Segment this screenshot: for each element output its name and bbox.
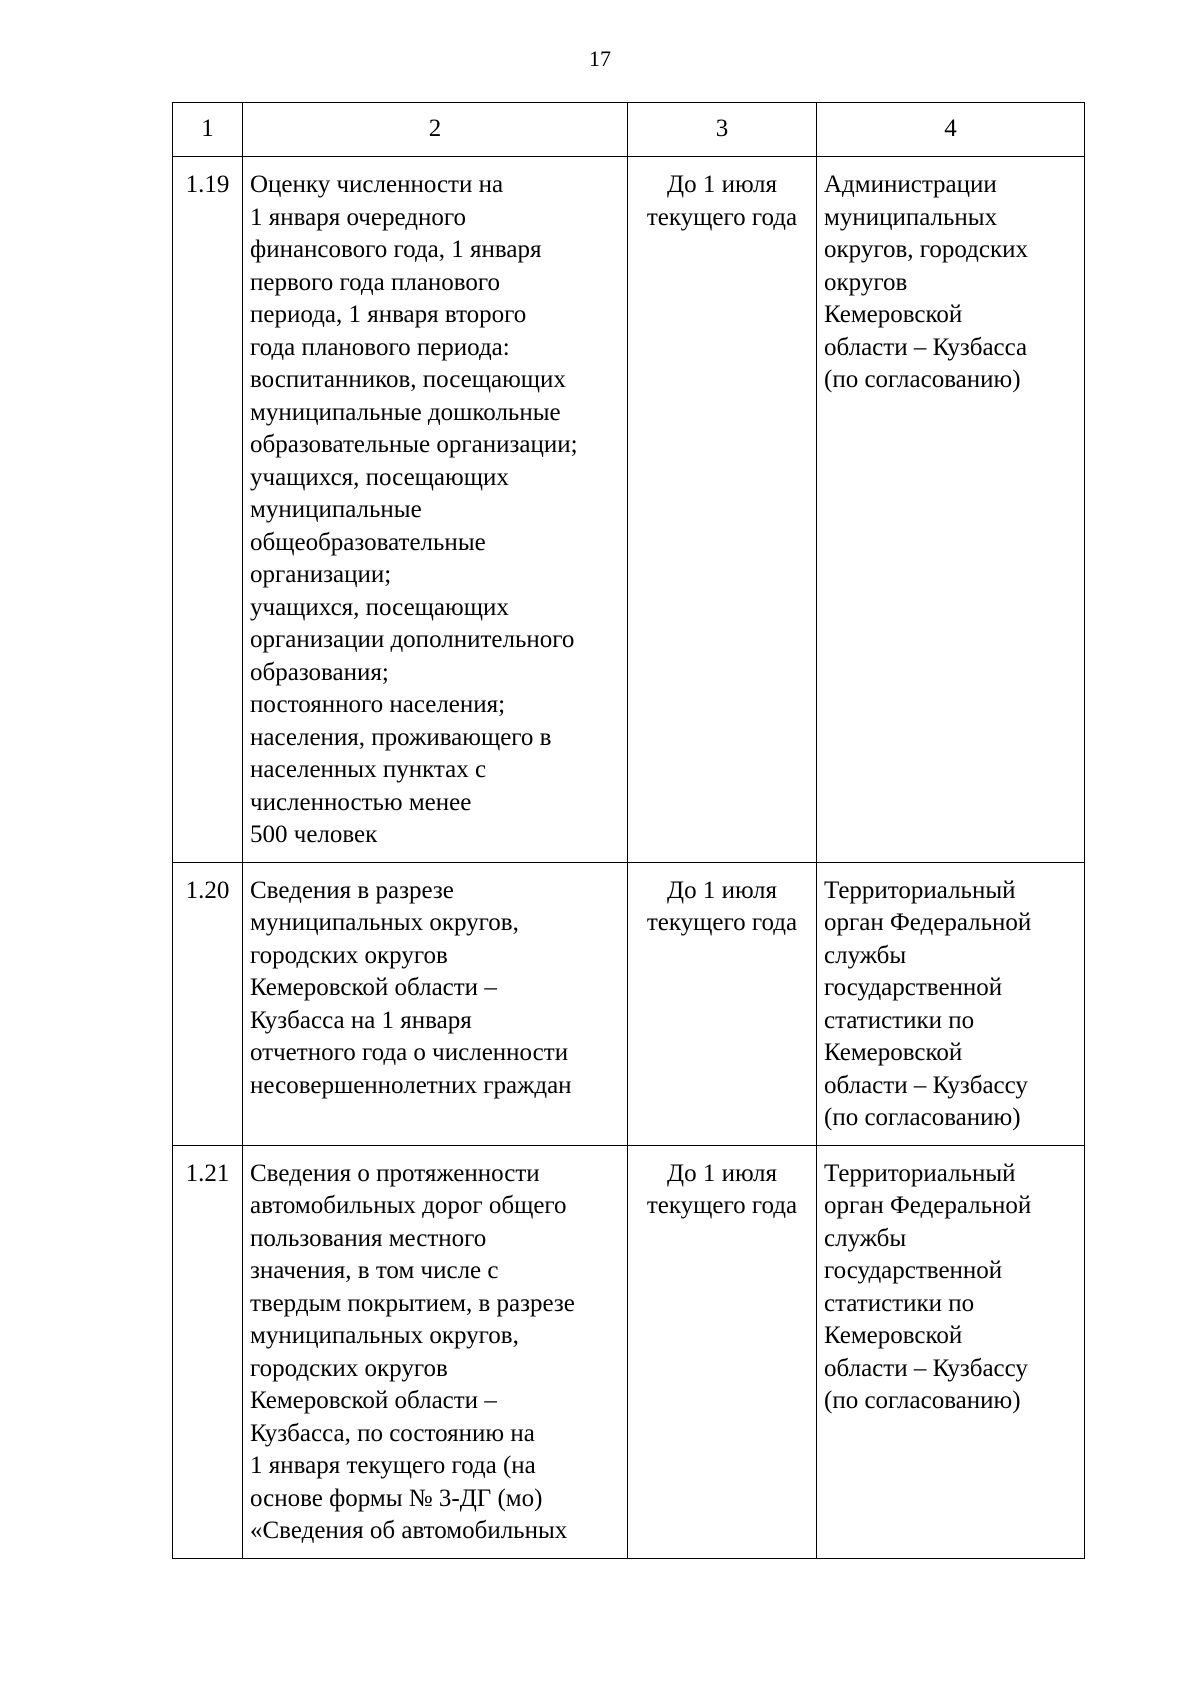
row-description-line: организации дополнительного bbox=[250, 626, 575, 653]
table-row bbox=[173, 1145, 1085, 1558]
row-description-line: 1 января очередного bbox=[250, 203, 466, 231]
row-description-line: Сведения в разрезе bbox=[250, 876, 454, 904]
row-responsible-line: округов bbox=[824, 268, 908, 296]
row-description-line: населения, проживающего в bbox=[250, 723, 552, 751]
row-description-line: несовершеннолетних граждан bbox=[250, 1071, 572, 1099]
row-responsible-line: государственной bbox=[824, 1257, 1003, 1284]
row-responsible-line: (по согласованию) bbox=[824, 366, 1021, 393]
row-description-line: основе формы № 3-ДГ (мо) bbox=[250, 1484, 543, 1512]
row-description-line: Кузбасса, по состоянию на bbox=[250, 1419, 535, 1447]
row-description-line: года планового периода: bbox=[250, 333, 510, 361]
row-deadline bbox=[628, 862, 817, 1145]
row-responsible-line: статистики по bbox=[824, 1289, 975, 1317]
table-body bbox=[173, 157, 1085, 1559]
row-responsible-line: области – Кузбасса bbox=[824, 333, 1028, 361]
document-table bbox=[172, 102, 1085, 1559]
header-col-3: 3 bbox=[628, 103, 817, 157]
row-description-line: городских округов bbox=[250, 941, 448, 969]
row-responsible-line: Кемеровской bbox=[824, 1322, 963, 1349]
row-description-line: Кемеровской области – bbox=[250, 974, 497, 1001]
row-number: 1.21 bbox=[173, 1145, 243, 1558]
row-deadline-line: текущего года bbox=[646, 909, 798, 936]
row-deadline-line: текущего года bbox=[646, 1192, 798, 1219]
row-responsible-line: статистики по bbox=[824, 1006, 975, 1034]
row-description-line: образования; bbox=[250, 658, 389, 686]
row-description bbox=[243, 862, 628, 1145]
row-responsible bbox=[817, 157, 1085, 863]
row-responsible-line: (по согласованию) bbox=[824, 1387, 1021, 1414]
row-responsible-line: муниципальных bbox=[824, 203, 998, 231]
row-responsible-line: округов, городских bbox=[824, 236, 1029, 263]
row-responsible bbox=[817, 1145, 1085, 1558]
row-description-line: значения, в том числе с bbox=[250, 1257, 499, 1284]
row-description-line: образовательные организации; bbox=[250, 431, 578, 458]
row-responsible-line: Кемеровской bbox=[824, 301, 963, 328]
row-deadline-line: До 1 июля bbox=[667, 876, 777, 904]
row-description-line: 1 января текущего года (на bbox=[250, 1452, 536, 1479]
table-header-row bbox=[173, 103, 1085, 157]
row-description-line: муниципальных округов, bbox=[250, 1322, 519, 1349]
row-number: 1.20 bbox=[173, 862, 243, 1145]
row-deadline bbox=[628, 1145, 817, 1558]
row-responsible-line: орган Федеральной bbox=[824, 909, 1032, 936]
row-description-line: учащихся, посещающих bbox=[250, 593, 509, 621]
row-description-line: Оценку численности на bbox=[250, 171, 504, 198]
row-responsible-line: Администрации bbox=[824, 171, 997, 198]
row-deadline-line: До 1 июля bbox=[667, 1159, 777, 1187]
row-responsible-line: государственной bbox=[824, 974, 1003, 1001]
row-description-line: муниципальные bbox=[250, 496, 422, 523]
row-description-line: пользования местного bbox=[250, 1224, 487, 1252]
row-description-line: численностью менее bbox=[250, 788, 472, 816]
row-description-line: финансового года, 1 января bbox=[250, 236, 542, 263]
row-description-line: периода, 1 января второго bbox=[250, 301, 527, 328]
row-description-line: Кузбасса на 1 января bbox=[250, 1006, 472, 1034]
row-description bbox=[243, 1145, 628, 1558]
row-description-line: муниципальные дошкольные bbox=[250, 398, 561, 426]
row-responsible-line: Территориальный bbox=[824, 1159, 1016, 1187]
row-responsible-line: Кемеровской bbox=[824, 1039, 963, 1066]
row-deadline-line: текущего года bbox=[646, 203, 798, 231]
table-row bbox=[173, 157, 1085, 863]
row-responsible-line: области – Кузбассу bbox=[824, 1354, 1028, 1382]
row-responsible-line: службы bbox=[824, 1224, 907, 1252]
row-deadline bbox=[628, 157, 817, 863]
row-responsible-line: (по согласованию) bbox=[824, 1104, 1021, 1131]
row-description-line: 500 человек bbox=[250, 821, 378, 848]
row-deadline-line: До 1 июля bbox=[667, 171, 777, 198]
row-description-line: «Сведения об автомобильных bbox=[250, 1517, 568, 1544]
row-description-line: организации; bbox=[250, 561, 392, 588]
row-description-line: воспитанников, посещающих bbox=[250, 366, 566, 393]
header-col-4: 4 bbox=[817, 103, 1085, 157]
row-number: 1.19 bbox=[173, 157, 243, 863]
row-responsible-line: Территориальный bbox=[824, 876, 1016, 904]
row-description-line: автомобильных дорог общего bbox=[250, 1192, 567, 1219]
row-description-line: Кемеровской области – bbox=[250, 1387, 497, 1414]
row-description-line: учащихся, посещающих bbox=[250, 463, 509, 491]
row-description-line: первого года планового bbox=[250, 268, 501, 296]
row-description-line: муниципальных округов, bbox=[250, 909, 519, 936]
row-description bbox=[243, 157, 628, 863]
row-responsible-line: службы bbox=[824, 941, 907, 969]
row-description-line: населенных пунктах с bbox=[250, 756, 487, 783]
table-row bbox=[173, 862, 1085, 1145]
row-description-line: общеобразовательные bbox=[250, 528, 486, 556]
header-col-1: 1 bbox=[173, 103, 243, 157]
row-description-line: Сведения о протяженности bbox=[250, 1159, 540, 1187]
page-number: 17 bbox=[589, 46, 611, 71]
row-description-line: твердым покрытием, в разрезе bbox=[250, 1289, 575, 1317]
row-responsible-line: области – Кузбассу bbox=[824, 1071, 1028, 1099]
row-description-line: городских округов bbox=[250, 1354, 448, 1382]
row-description-line: постоянного населения; bbox=[250, 691, 506, 718]
row-responsible-line: орган Федеральной bbox=[824, 1192, 1032, 1219]
row-description-line: отчетного года о численности bbox=[250, 1039, 569, 1066]
row-responsible bbox=[817, 862, 1085, 1145]
header-col-2: 2 bbox=[243, 103, 628, 157]
